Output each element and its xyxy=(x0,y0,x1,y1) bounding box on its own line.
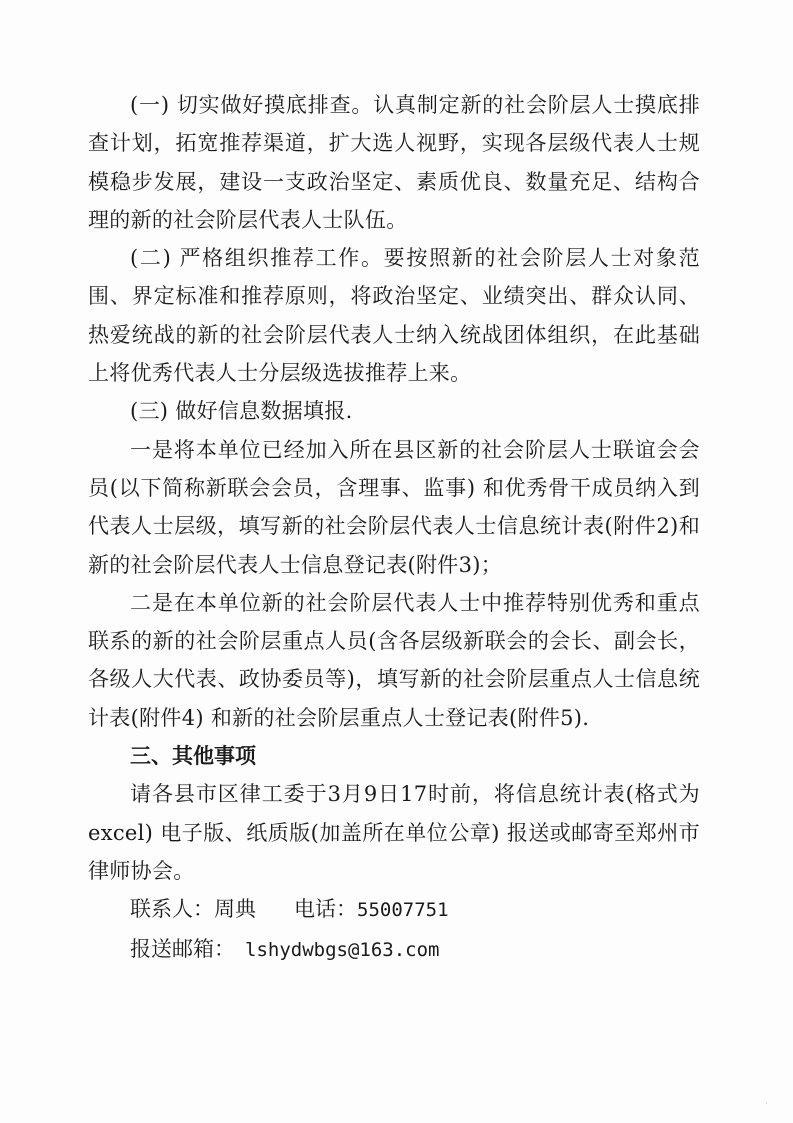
section-heading-other-matters: 三、其他事项 xyxy=(130,744,256,769)
phone-number: 55007751 xyxy=(357,899,449,922)
contact-name: 周典 xyxy=(214,897,256,922)
email-line xyxy=(88,930,700,969)
paragraph-second-item: 二是在本单位新的社会阶层代表人士中推荐特别优秀和重点联系的新的社会阶层重点人员(含各层级新联会的会长、副会长，各级人大代表、政协委员等)，填写新的社会阶层重点人士信息统计表(附件4) 和新的社会阶层重点人士登记表(附件5). xyxy=(88,590,700,730)
paragraph-survey: (一) 切实做好摸底排查。认真制定新的社会阶层人士摸底排查计划，拓宽推荐渠道，扩大选人视野，实现各层级代表人士规模稳步发展，建设一支政治坚定、素质优良、数量充足、结构合理的新的社会阶层代表人士队伍。 xyxy=(88,93,700,232)
paragraph-first-item: 一是将本单位已经加入所在县区新的社会阶层人士联谊会会员(以下简称新联会会员，含理事、监事) 和优秀骨干成员纳入到代表人士层级，填写新的社会阶层代表人士信息统计表(附件2)和新的社会阶层代表人士信息登记表(附件3)； xyxy=(88,437,700,577)
paragraph-data-filing: (三) 做好信息数据填报. xyxy=(130,399,353,424)
contact-line xyxy=(88,890,700,929)
document-body xyxy=(88,86,700,969)
phone-label: 电话： xyxy=(294,897,357,922)
paragraph-recommendation: (二) 严格组织推荐工作。要按照新的社会阶层人士对象范围、界定标准和推荐原则，将政治坚定、业绩突出、群众认同、热爱统战的新的社会阶层代表人士纳入统战团体组织，在此基础上将优秀代表人士分层级选拔推荐上来。 xyxy=(88,246,700,386)
email-label: 报送邮箱： xyxy=(130,936,235,961)
paragraph-submission: 请各县市区律工委于3月9日17时前，将信息统计表(格式为excel) 电子版、纸质版(加盖所在单位公章) 报送或邮寄至郑州市律师协会。 xyxy=(88,782,700,883)
scan-artifact-icon: · xyxy=(765,1099,768,1109)
email-address: lshydwbgs@163.com xyxy=(245,938,440,961)
contact-label: 联系人： xyxy=(130,897,214,922)
